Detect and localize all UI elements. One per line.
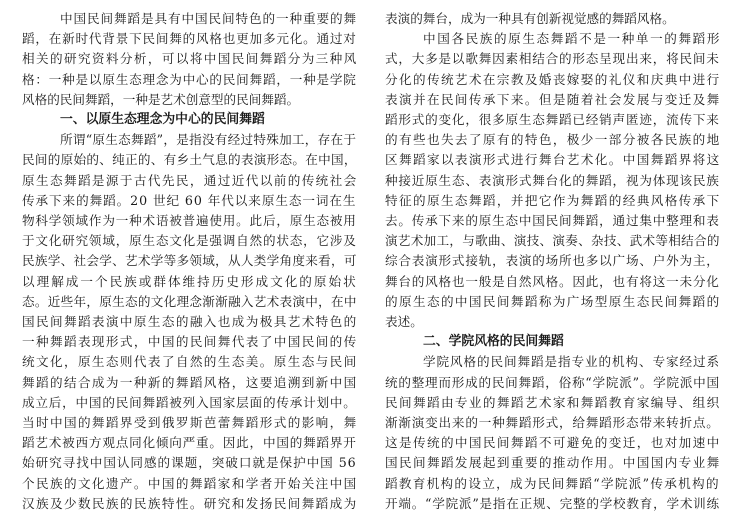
right-text-line: 分化的传统艺术在宗教及婚丧嫁娶的礼仪和庆典中进行 — [385, 71, 721, 87]
right-text-line: 民间舞蹈由专业的舞蹈艺术家和舞蹈教育家编导、组织 — [385, 394, 721, 410]
right-text-line: 这是传统的中国民间舞蹈不可避免的变迁，也对加速中 — [385, 435, 721, 451]
right-text-line: 去。传承下来的原生态中国民间舞蹈，通过集中整理和表 — [385, 213, 720, 228]
left-text-line: 以理解成一个民族或群体维持历史形成文化的原始状 — [22, 273, 358, 289]
right-text-line: 蹈教育机构的设立，成为民间舞蹈“学院派”传承机构的 — [385, 475, 720, 491]
right-text-line: 表演并在民间传承下来。但是随着社会发展与变迁及舞 — [385, 91, 721, 107]
right-text-line: 演艺术加工，与歌曲、演技、演奏、杂技、武术等相结合的 — [385, 233, 720, 249]
left-text-line: 蹈艺术被西方观点同化倾向严重。因此，中国的舞蹈界开 — [22, 435, 357, 451]
left-text-line: 于文化研究领域，原生态文化是强调自然的状态，它涉及 — [22, 233, 357, 249]
right-text-line: 特征的原生态舞蹈，并把它作为舞蹈的经典风格传承下 — [385, 192, 721, 208]
left-text-line: 个民族的文化遗产。中国的舞蹈家和学者开始关注中国 — [22, 475, 358, 491]
left-text-line: 国民间舞蹈表演中原生态的融入也成为极具艺术特色的 — [22, 314, 358, 329]
right-text-line: 区舞蹈家以表演形式进行舞台艺术化。中国舞蹈界将这 — [385, 152, 721, 168]
right-text-line: 舞台的风格也一般是自然风格。因此，也有将这一未分化 — [385, 273, 720, 289]
left-text-line: 成立后，中国的民间舞蹈被列入国家层面的传承计划中。 — [22, 394, 357, 410]
right-text-line: 国民间舞蹈发展起到重要的推动作用。中国国内专业舞 — [385, 455, 721, 471]
left-text-line: 所谓“原生态舞蹈”，是指没有经过特殊加工，存在于 — [60, 132, 357, 148]
right-text-line: 学院风格的民间舞蹈是指专业的机构、专家经过系 — [423, 354, 720, 370]
left-text-line: 态。近些年，原生态的文化理念渐渐融入艺术表演中，在中 — [22, 293, 357, 309]
left-text-line: 蹈，在新时代背景下民间舞的风格也更加多元化。通过对 — [22, 31, 357, 47]
left-text-line: 一种舞蹈表现形式，中国的民间舞代表了中国民间的传 — [22, 334, 358, 350]
right-text-line: 蹈形式的变化，很多原生态舞蹈已经销声匿迹，流传下来 — [385, 112, 720, 127]
right-text-line: 综合表演形式接轨，表演的场所也多以广场、户外为主， — [385, 253, 720, 269]
left-text-line: 民间的原始的、纯正的、有乡土气息的表演形态。在中国， — [22, 152, 357, 168]
left-text-line: 汉族及少数民族的民族特性。研究和发扬民间舞蹈成为 — [22, 495, 358, 511]
right-text-line: 种接近原生态、表演形式舞台化的舞蹈，视为体现该民族 — [385, 172, 720, 188]
left-text-line: 始研究寻找中国认同感的课题，突破口就是保护中国 56 — [22, 455, 357, 471]
left-text-line: 物科学领域作为一种术语被普遍使用。此后，原生态被用 — [22, 213, 357, 228]
right-text-line: 表述。 — [385, 314, 423, 329]
right-text-line: 开端。“学院派”是指在正规、完整的学校教育，学术训练 — [385, 495, 720, 511]
right-text-line: 渐渐演变出来的一种舞蹈形式，给舞蹈形态带来转折点。 — [385, 415, 720, 430]
left-text-line: 中国民间舞蹈是具有中国民间特色的一种重要的舞 — [60, 11, 357, 26]
left-text-line: 格：一种是以原生态理念为中心的民间舞蹈，一种是学院 — [22, 71, 357, 87]
left-text-line: 当时中国的舞蹈界受到俄罗斯芭蕾舞蹈形式的影响，舞 — [22, 415, 358, 430]
right-text-line: 式，大多是以歌舞因素相结合的形态呈现出来，将民间未 — [385, 51, 720, 67]
left-text-line: 风格的民间舞蹈，一种是艺术创意型的民间舞蹈。 — [22, 91, 300, 107]
left-text-line: 民族学、社会学、艺术学等多领域，从人类学角度来看，可 — [22, 253, 357, 269]
right-text-line: 统的整理而形成的民间舞蹈，俗称“学院派”。学院派中国 — [385, 374, 720, 390]
left-text-line: 原生态舞蹈是源于古代先民，通过近代以前的传统社会 — [22, 172, 358, 188]
right-text-line: 的原生态的中国民间舞蹈称为广场型原生态民间舞蹈的 — [385, 293, 721, 309]
left-text-line: 舞蹈的结合成为一种新的舞蹈风格，这要追溯到新中国 — [22, 374, 358, 390]
right-text-line: 的有些也失去了原有的特色，极少一部分被各民族的地 — [385, 132, 721, 148]
right-text-line: 中国各民族的原生态舞蹈不是一种单一的舞蹈形 — [423, 31, 722, 47]
left-section-heading: 一、以原生态理念为中心的民间舞蹈 — [60, 112, 265, 127]
left-text-line: 统文化，原生态则代表了自然的生态美。原生态与民间 — [22, 354, 358, 370]
left-text-line: 传承下来的舞蹈。20 世纪 60 年代以来原生态一词在生 — [22, 192, 357, 208]
right-text-line: 表演的舞台，成为一种具有创新视觉感的舞蹈风格。 — [385, 11, 675, 26]
right-section-heading: 二、学院风格的民间舞蹈 — [423, 334, 564, 350]
left-text-line: 相关的研究资料分析，可以将中国民间舞蹈分为三种风 — [22, 51, 358, 67]
